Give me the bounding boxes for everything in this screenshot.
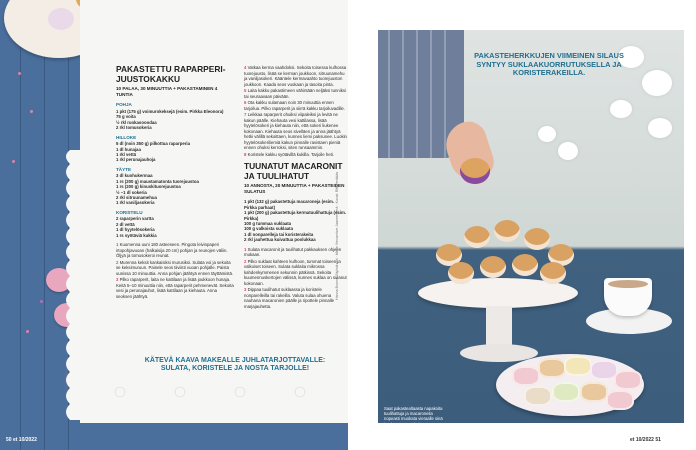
sprinkle: [18, 72, 21, 75]
white-flower: [610, 100, 632, 118]
wood-plank-line: [44, 0, 45, 450]
ingredient: 75 g voita: [116, 114, 136, 120]
page-folio: [630, 437, 661, 443]
ingredient: 100 g valkoista suklaata: [244, 226, 293, 232]
recipe-title: TUUNATUT MACARONIT JA TUULIHATUT: [244, 161, 343, 181]
page-number: 51: [655, 437, 661, 443]
sprinkle: [30, 110, 33, 113]
sprinkle: [12, 160, 15, 163]
dessert-photo: [378, 30, 684, 432]
instruction-step: 1 Sulata macaronit ja tuulihatut pakkauksen ohjeen mukaan.: [244, 246, 342, 258]
sprinkle: [40, 300, 43, 303]
ingredient: 2 rkl sitruunamehua: [116, 195, 157, 201]
recipe-title: PAKASTETTU RAPARPERI-JUUSTOKAKKU: [116, 64, 226, 84]
recipe-yield: 10 PALAA, 30 MINUUTTIA + PAKASTAMINEN 4 TUNTIA: [116, 86, 218, 97]
ingredient: 1 rs syötäviä kukkia: [116, 232, 157, 238]
macaron: [614, 370, 642, 390]
white-flower: [648, 118, 672, 138]
sprinkle: [26, 330, 29, 333]
ingredient: 1 rs (200 g) maustamatonta tuorejuustoa: [116, 178, 199, 184]
instruction-step: 2 Murenna keksit kankaisiksi murusiksi. Sulata voi ja sekoita se keksimuruun. Painele seos tiiviisti vuoan pohjalle. Paista uunissa 10 minuuttia. Anna pohjan jäähtyä ennen täyttämistä.: [116, 259, 234, 276]
macaron: [552, 382, 580, 402]
page-folio: [6, 437, 37, 443]
ingredient: 1 pkt (175 g) voimurokeksejä (esim. Pirkka Eleonora): [116, 108, 224, 114]
magazine-issue: et 10/2022: [12, 437, 37, 443]
ingredient: ½ –1 dl sokeria: [116, 189, 147, 195]
ingredient: 1 pkt (200 g) pakastettuja kermatuulihattuja (esim. Pirkka): [244, 210, 346, 221]
ingredient: 2 rkl jauhettua kuivattua poolukkaa: [244, 237, 316, 243]
recipe-cheesecake: [116, 65, 234, 300]
ingredient: 1 rkl perunajauhoja: [116, 157, 156, 163]
ingredient: 1 rs (200 g) kinuskituorejuustoa: [116, 184, 181, 190]
photo-caption: Saat pakastealtaasta napakoita tuulihattuja ja macaroneita nopeasti muokata vieraalle sinä juuri sen verran kuin on vierailtakin.: [384, 406, 443, 432]
cream-puff: [494, 220, 520, 242]
recipe-column-2: [244, 65, 348, 310]
lace-side-edge: [62, 150, 84, 420]
section-heading-koristelu: KORISTELU: [116, 209, 143, 215]
wood-plank-line: [20, 0, 21, 450]
recipe-yield: 10 ANNOSTA, 20 MINUUTTIA + PAKASTEIDEN SULATUS: [244, 183, 345, 194]
cream-puff: [448, 262, 474, 284]
ingredient: 3 dl kuohukermaa: [116, 173, 153, 179]
page-number: 50: [6, 437, 12, 443]
cream-puff: [512, 254, 538, 276]
macaron: [524, 386, 552, 406]
held-cream-puff: [460, 158, 490, 184]
instruction-step: 4 Vatkaa kerma vaahdoksi. Sekoita toisessa kulhossa tuorejuusto, lisää se kerman joukkoon, sitruunamehu ja vaniljasokeri. Kääntele kermavaahto tuorejuuston joukkoon. Kaada seos vuokaan ja tasoita pinta.: [244, 65, 347, 87]
cake-slice: [48, 8, 74, 30]
instruction-step: 5 Laita kakku pakastimeen vähintään neljäksi tunniksi tai seuraavaan päivään.: [244, 88, 347, 99]
section-heading-pohja: POHJA: [116, 102, 132, 108]
cream-puff: [524, 228, 550, 250]
macaron: [538, 358, 566, 378]
instruction-step: 2 Pilko suklaat kahteen kulhoon, tummat toiseen ja valkoiset toiseen. Sulata suklaita mikrossa kahdenkymmenen sekunnin pätkissä. Sekoita kuumennuskertojen välissä, kunnes suklaa on sulanut kokonaan.: [244, 258, 347, 286]
cream-puff: [464, 226, 490, 248]
white-flower: [642, 70, 672, 96]
lace-edge: [80, 380, 348, 416]
instruction-step: 1 Kuumenna uuni 180 asteeseen. Pingota leivinpaperi irtopohjavuoan (halkaisija 20 cm) pohjan ja reunojen väliin. Öljyä ja tomusokeroi reunat.: [116, 242, 228, 259]
headline: PAKASTEHERKKUJEN VIIMEINEN SILAUS SYNTYY SUKLAAKUORRUTUKSELLA JA KORISTERAKEILLA.: [474, 51, 624, 78]
ingredient: 1 pkt (132 g) pakastettuja macaroneja (esim. Pirkka parhaat): [244, 199, 335, 210]
cream-puff: [540, 262, 566, 284]
right-page: [348, 0, 696, 450]
ingredient: 1 rkl vettä: [116, 152, 137, 157]
cream-puff: [480, 256, 506, 278]
ingredient: 1 dl nonparelleja tai koristerakeita: [244, 231, 314, 237]
pull-quote: KÄTEVÄ KAAVA MAKEALLE JUHLATARJOTTAVALLE: SULATA, KORISTELE JA NOSTA TARJOLLE!: [144, 357, 326, 373]
ingredient: 1 dl hunajaa: [116, 146, 141, 152]
instruction-step: 7 Leikkaa raparperit ohuiksi viipaleiksi ja levitä ne kakun päälle. Kiehauta vesi kattilassa, lisää hyytelösokeri ja kiehauta niin, että sokeri liukenee kokonaan. Kiehauta seos sivelläen ja anna jäähtyä hetki välillä sekoittaen, kunnes liemi paksunee. Luokin hyytelösokeriliemiä kakun pinnalle ravistaen pieniä ennen ohuksi kerroksi, siten runsaammin.: [244, 112, 347, 150]
macaron: [512, 366, 540, 386]
ingredient: 2 raparperin vartta: [116, 216, 154, 222]
ingredient: 1 rkl vaniljasokeria: [116, 200, 155, 206]
macaron: [580, 382, 608, 402]
macaron: [606, 390, 634, 410]
magazine-issue: et 10/2022: [630, 437, 654, 443]
instruction-step: 8 Koristele kakku syötävillä kukilla. Tarjoile heti.: [244, 151, 334, 157]
ingredient: 100 g tummaa suklaata: [244, 221, 292, 226]
ingredient: ½ rkl ruokasooodaa: [116, 119, 157, 125]
ingredient: 2 dl vettä: [116, 221, 135, 227]
instruction-step: 3 Pilko raparperit, laita ne kattilaan ja lisää joukkoon hunaja. Keitä 5–10 minuuttia niin, että raparperit pehmenevät. Sekoita vesi ja perunajauhot, lisää kattilaan ja kiehauta. Anna seoksen jäähtyä.: [116, 277, 234, 299]
white-flower: [538, 126, 556, 142]
instruction-step: 3 Dippaa tuulihatut suklaassa ja koristele nonparelleilla tai rakeilla. Valuta sulaa ohuena nauhana macaronien päälle ja ripottele pinnalle marjajauhetta.: [244, 287, 335, 309]
section-heading-hilloke: HILLOKE: [116, 134, 137, 140]
photo-credit: Hanna Brumm Stylistiraari · Mette Vercambre Jaarnenperä · Kuvat: Ritt Penäkäs: [335, 171, 339, 300]
coffee: [608, 280, 648, 288]
instruction-step: 6 Ota kakku sulamaan noin 30 minuuttia ennen tarjoilua. Pilko raparperit ja siirrä kakku tarjoiluvadille.: [244, 100, 346, 111]
ingredient: 5 dl (noin 350 g) pilkottua raparperia: [116, 141, 191, 147]
ingredient: 1 dl hyytelösokeria: [116, 227, 155, 233]
section-heading-tayte: TÄYTE: [116, 166, 132, 172]
white-flower: [558, 142, 578, 160]
macaron: [564, 356, 592, 376]
ingredient: 2 rkl tomusokeria: [116, 125, 152, 131]
